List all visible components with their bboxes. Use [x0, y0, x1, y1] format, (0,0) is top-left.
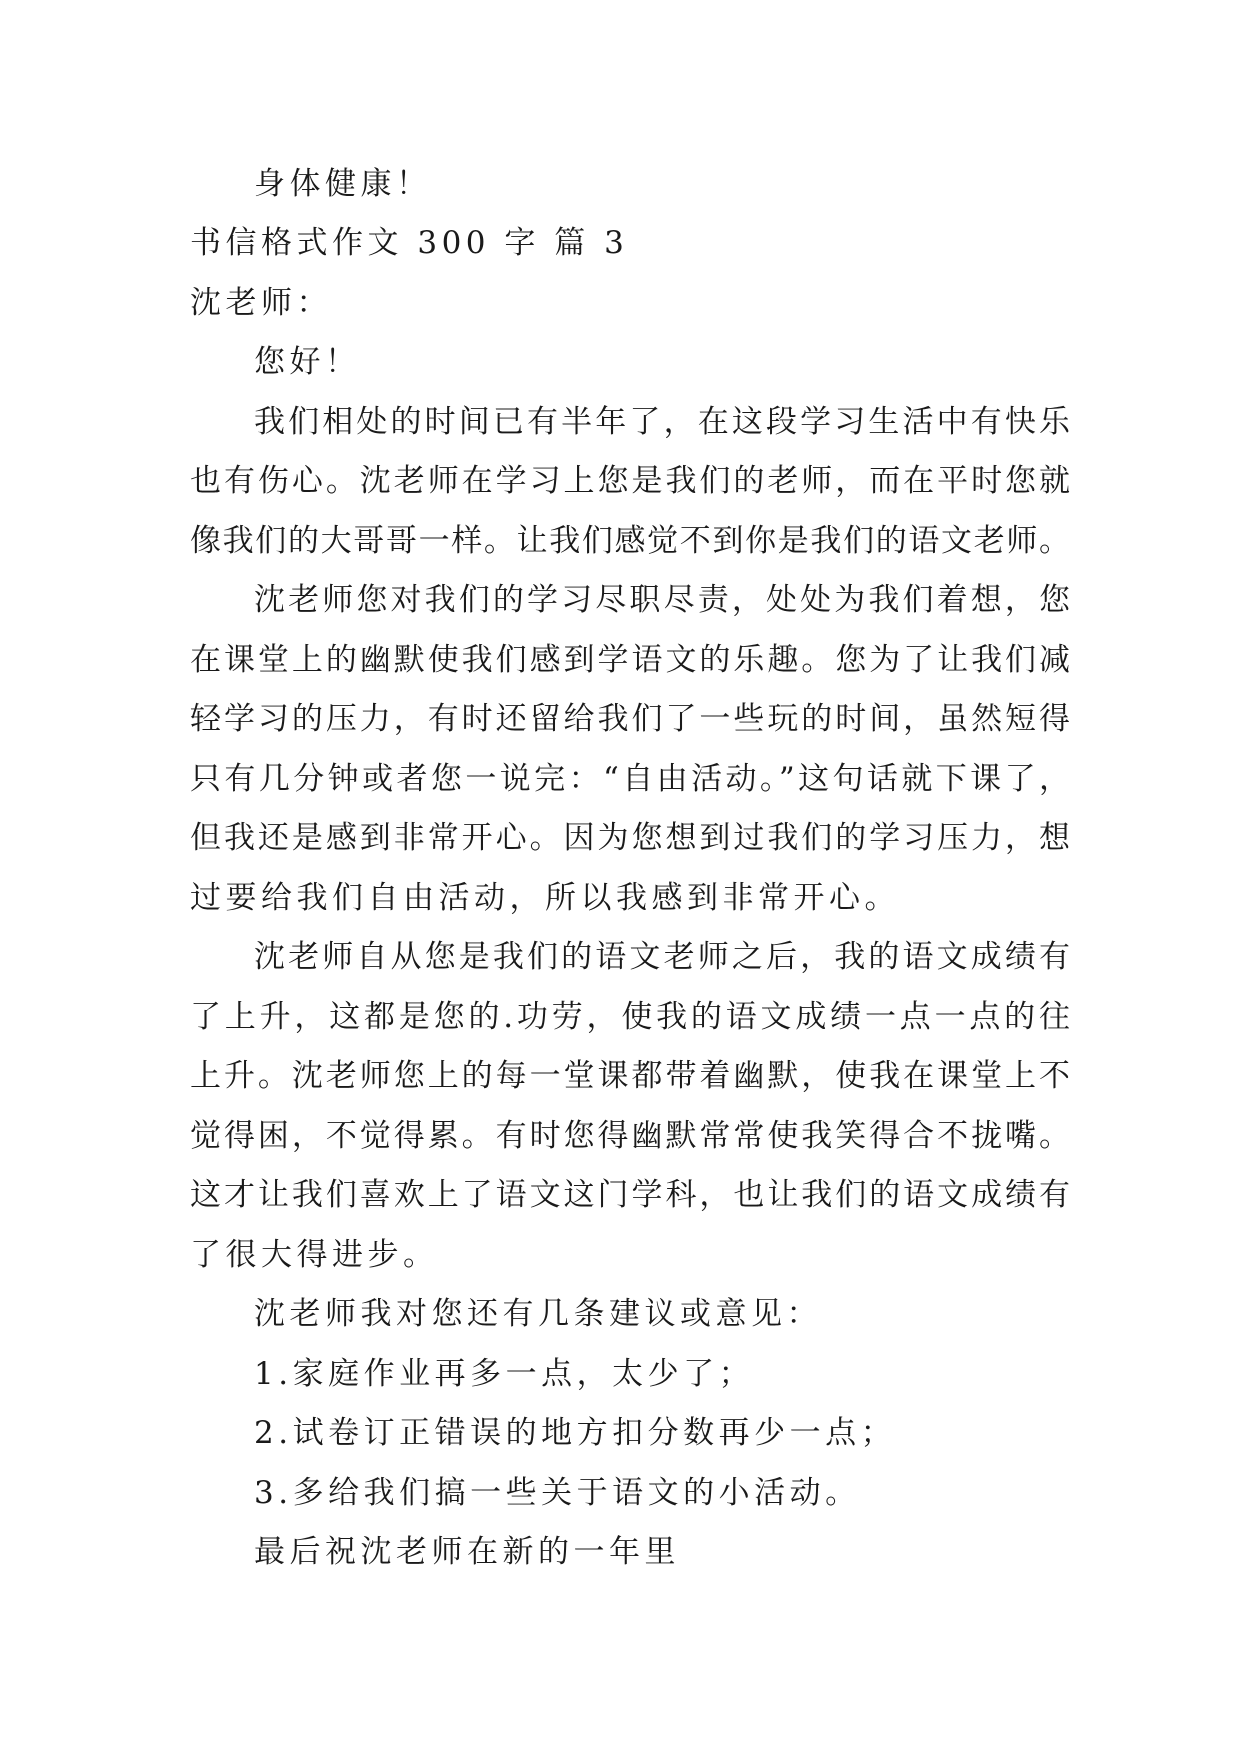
paragraph-line: 像我们的大哥哥一样。让我们感觉不到你是我们的语文老师。 [190, 523, 1070, 559]
greeting: 您好！ [254, 344, 361, 380]
suggestion-item: 1.家庭作业再多一点，太少了； [254, 1356, 755, 1392]
paragraph-line: 我们相处的时间已有半年了，在这段学习生活中有快乐 [254, 404, 1070, 440]
paragraph-line: 沈老师您对我们的学习尽职尽责，处处为我们着想，您 [254, 582, 1070, 618]
paragraph-line: 过要给我们自由活动，所以我感到非常开心。 [190, 880, 900, 916]
salutation: 沈老师： [190, 285, 332, 321]
paragraph-line: 了上升，这都是您的.功劳，使我的语文成绩一点一点的往 [190, 999, 1070, 1035]
paragraph-line: 了很大得进步。 [190, 1237, 439, 1273]
paragraph-line: 这才让我们喜欢上了语文这门学科，也让我们的语文成绩有 [190, 1177, 1070, 1213]
paragraph-line: 上升。沈老师您上的每一堂课都带着幽默，使我在课堂上不 [190, 1058, 1070, 1094]
section-heading: 书信格式作文 300 字 篇 3 [190, 225, 629, 261]
closing-wish-line: 身体健康！ [254, 166, 432, 202]
suggestion-item: 3.多给我们搞一些关于语文的小活动。 [254, 1475, 861, 1511]
suggestions-intro: 沈老师我对您还有几条建议或意见： [254, 1296, 822, 1332]
paragraph-line: 只有几分钟或者您一说完：“自由活动。”这句话就下课了， [190, 761, 1070, 797]
paragraph-line: 觉得困，不觉得累。有时您得幽默常常使我笑得合不拢嘴。 [190, 1118, 1070, 1154]
suggestion-item: 2.试卷订正错误的地方扣分数再少一点； [254, 1415, 897, 1451]
paragraph-line: 沈老师自从您是我们的语文老师之后，我的语文成绩有 [254, 939, 1070, 975]
paragraph-line: 但我还是感到非常开心。因为您想到过我们的学习压力，想 [190, 820, 1070, 856]
paragraph-line: 在课堂上的幽默使我们感到学语文的乐趣。您为了让我们减 [190, 642, 1070, 678]
paragraph-line: 也有伤心。沈老师在学习上您是我们的老师，而在平时您就 [190, 463, 1070, 499]
closing-line: 最后祝沈老师在新的一年里 [254, 1534, 680, 1570]
paragraph-line: 轻学习的压力，有时还留给我们了一些玩的时间，虽然短得 [190, 701, 1070, 737]
